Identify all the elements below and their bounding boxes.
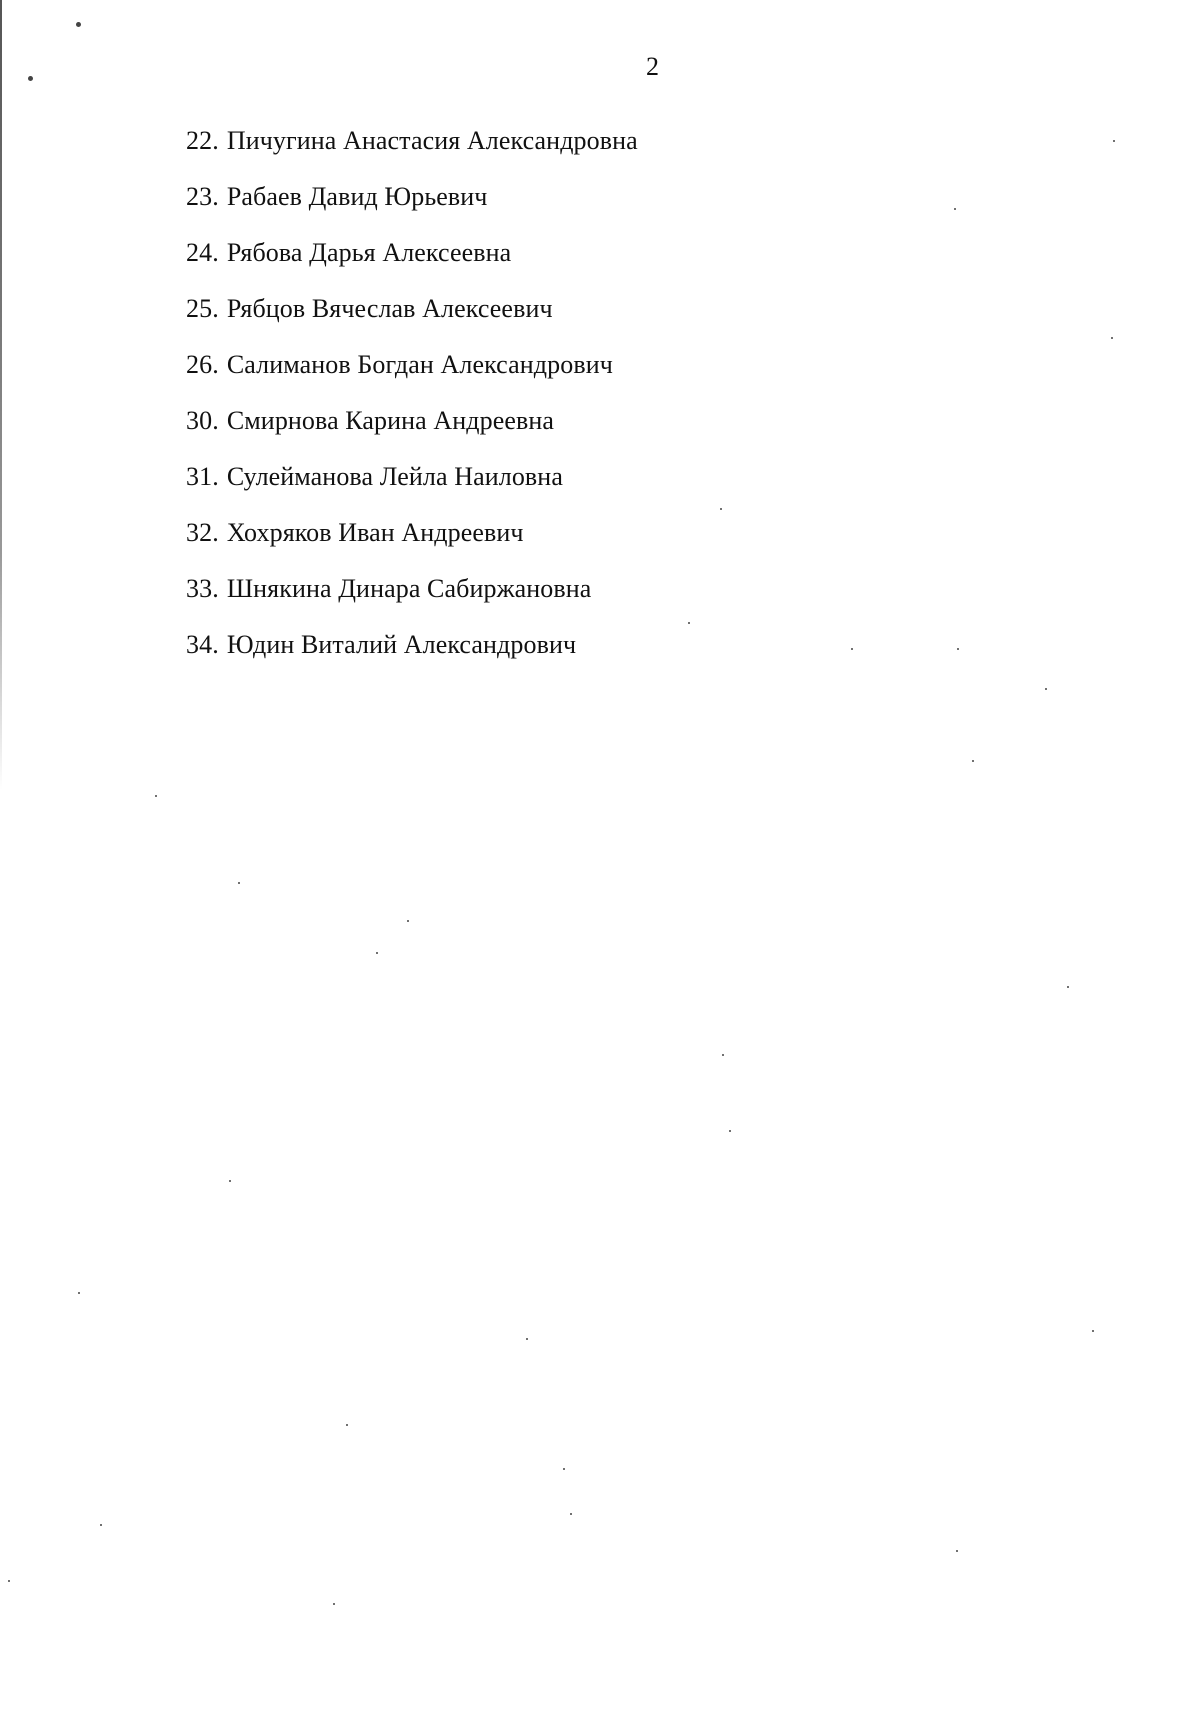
scan-speck: [229, 1180, 231, 1182]
scan-speck: [688, 622, 690, 624]
list-item: [186, 518, 638, 548]
person-name: Пичугина Анастасия Александровна: [226, 126, 638, 155]
item-number: 30.: [186, 406, 219, 435]
scan-speck: [972, 760, 974, 762]
scan-speck: [1092, 1330, 1094, 1332]
scan-speck: [570, 1513, 572, 1515]
scan-speck: [100, 1524, 102, 1526]
list-item: [186, 350, 638, 380]
person-name: Салиманов Богдан Александрович: [226, 350, 613, 379]
person-name: Рябова Дарья Алексеевна: [226, 238, 512, 267]
scan-left-edge: [0, 0, 2, 790]
list-item: [186, 574, 638, 604]
person-name: Юдин Виталий Александрович: [226, 630, 577, 659]
item-number: 34.: [186, 630, 219, 659]
page-number: 2: [646, 52, 659, 81]
scan-speck: [8, 1580, 10, 1582]
scan-speck: [333, 1603, 335, 1605]
scan-speck: [956, 1550, 958, 1552]
list-item: [186, 182, 638, 212]
list-item: [186, 630, 638, 660]
list-item: [186, 406, 638, 436]
scan-speck: [729, 1130, 731, 1132]
person-name: Сулейманова Лейла Наиловна: [226, 462, 563, 491]
scan-speck: [78, 1292, 80, 1294]
item-number: 32.: [186, 518, 219, 547]
person-name: Хохряков Иван Андреевич: [226, 518, 524, 547]
list-item: [186, 238, 638, 268]
scan-speck: [954, 208, 956, 210]
item-number: 33.: [186, 574, 219, 603]
scan-speck: [1111, 337, 1113, 339]
scan-speck: [407, 920, 409, 922]
item-number: 25.: [186, 294, 219, 323]
scan-speck: [1113, 140, 1115, 142]
person-name: Смирнова Карина Андреевна: [226, 406, 555, 435]
list-item: [186, 126, 638, 156]
scan-speck: [1045, 688, 1047, 690]
name-list: [186, 126, 638, 686]
scan-speck: [720, 508, 722, 510]
scan-speck: [238, 882, 240, 884]
list-item: [186, 462, 638, 492]
scan-speck: [346, 1424, 348, 1426]
scan-speck: [722, 1054, 724, 1056]
item-number: 23.: [186, 182, 219, 211]
scan-speck: [851, 648, 853, 650]
scan-speck: [1067, 986, 1069, 988]
item-number: 24.: [186, 238, 219, 267]
scan-speck: [957, 648, 959, 650]
scan-speck: [376, 952, 378, 954]
person-name: Шнякина Динара Сабиржановна: [226, 574, 592, 603]
scan-speck: [155, 795, 157, 797]
person-name: Рябцов Вячеслав Алексеевич: [226, 294, 553, 323]
scan-speck: [76, 22, 81, 27]
item-number: 26.: [186, 350, 219, 379]
item-number: 31.: [186, 462, 219, 491]
list-item: [186, 294, 638, 324]
scan-speck: [526, 1338, 528, 1340]
scan-speck: [563, 1468, 565, 1470]
scan-speck: [28, 76, 33, 81]
item-number: 22.: [186, 126, 219, 155]
person-name: Рабаев Давид Юрьевич: [226, 182, 488, 211]
